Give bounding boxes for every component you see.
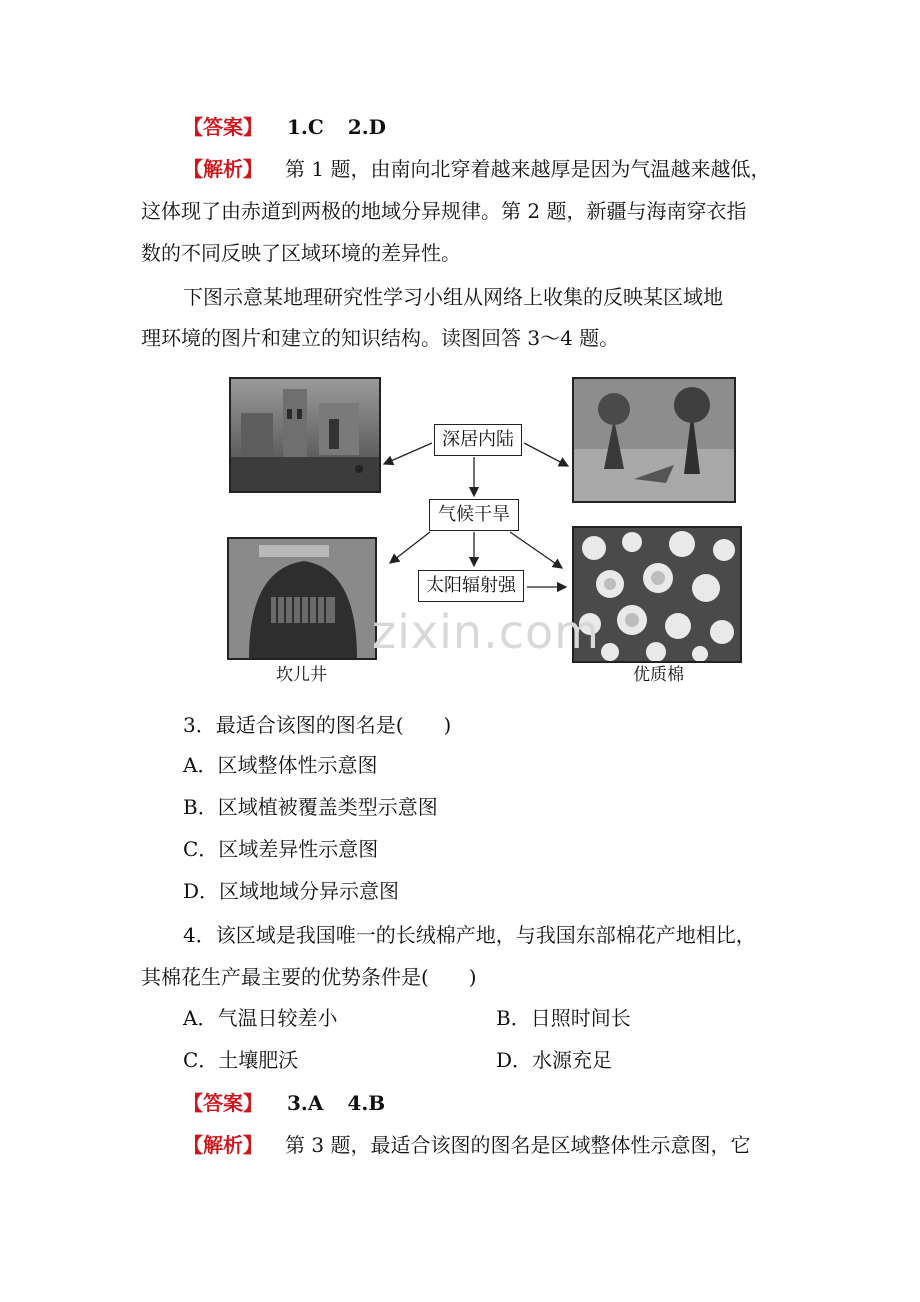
q4-option-c: C．土壤肥沃	[183, 1048, 299, 1072]
q4-option-d: D．水源充足	[496, 1048, 613, 1072]
answer-tag-2: 【答案】	[183, 1091, 263, 1115]
analysis-tag: 【解析】	[183, 157, 263, 181]
q4-stem-line-2: 其棉花生产最主要的优势条件是( )	[141, 965, 477, 989]
q3-stem: 3．最适合该图的图名是( )	[183, 713, 452, 737]
analysis-line-3-4	[183, 1133, 750, 1157]
analysis-line-3: 数的不同反映了区域环境的差异性。	[141, 241, 461, 265]
analysis-text: 第 1 题，由南向北穿着越来越厚是因为气温越来越低，	[285, 157, 771, 181]
q4-option-b: B．日照时间长	[496, 1006, 631, 1030]
answer-4: 4.B	[347, 1091, 386, 1115]
caption-cotton: 优质棉	[633, 665, 684, 685]
answer-2: 2.D	[347, 115, 387, 139]
intro-line-1: 下图示意某地理研究性学习小组从网络上收集的反映某区域地	[183, 285, 723, 309]
answer-1: 1.C	[287, 115, 324, 139]
box-solar-radiation: 太阳辐射强	[418, 570, 524, 602]
analysis-tag-2: 【解析】	[183, 1133, 263, 1157]
watermark: zixin.com	[372, 605, 600, 659]
q3-option-a: A．区域整体性示意图	[183, 753, 378, 777]
q3-option-c: C．区域差异性示意图	[183, 837, 379, 861]
answer-tag: 【答案】	[183, 115, 263, 139]
q3-option-b: B．区域植被覆盖类型示意图	[183, 795, 438, 819]
answer-line-3-4	[183, 1091, 385, 1115]
analysis-text-2: 第 3 题，最适合该图的图名是区域整体性示意图，它	[285, 1133, 751, 1157]
box-arid-climate: 气候干旱	[429, 499, 519, 531]
caption-karez: 坎儿井	[276, 665, 327, 685]
box-inland: 深居内陆	[434, 424, 522, 456]
q4-stem-line-1: 4．该区域是我国唯一的长绒棉产地，与我国东部棉花产地相比，	[183, 923, 756, 947]
q4-option-a: A．气温日较差小	[183, 1006, 338, 1030]
analysis-line-2: 这体现了由赤道到两极的地域分异规律。第 2 题，新疆与海南穿衣指	[141, 199, 747, 223]
intro-line-2: 理环境的图片和建立的知识结构。读图回答 3～4 题。	[141, 326, 620, 350]
answer-3: 3.A	[287, 1091, 324, 1115]
q3-option-d: D．区域地域分异示意图	[183, 879, 400, 903]
